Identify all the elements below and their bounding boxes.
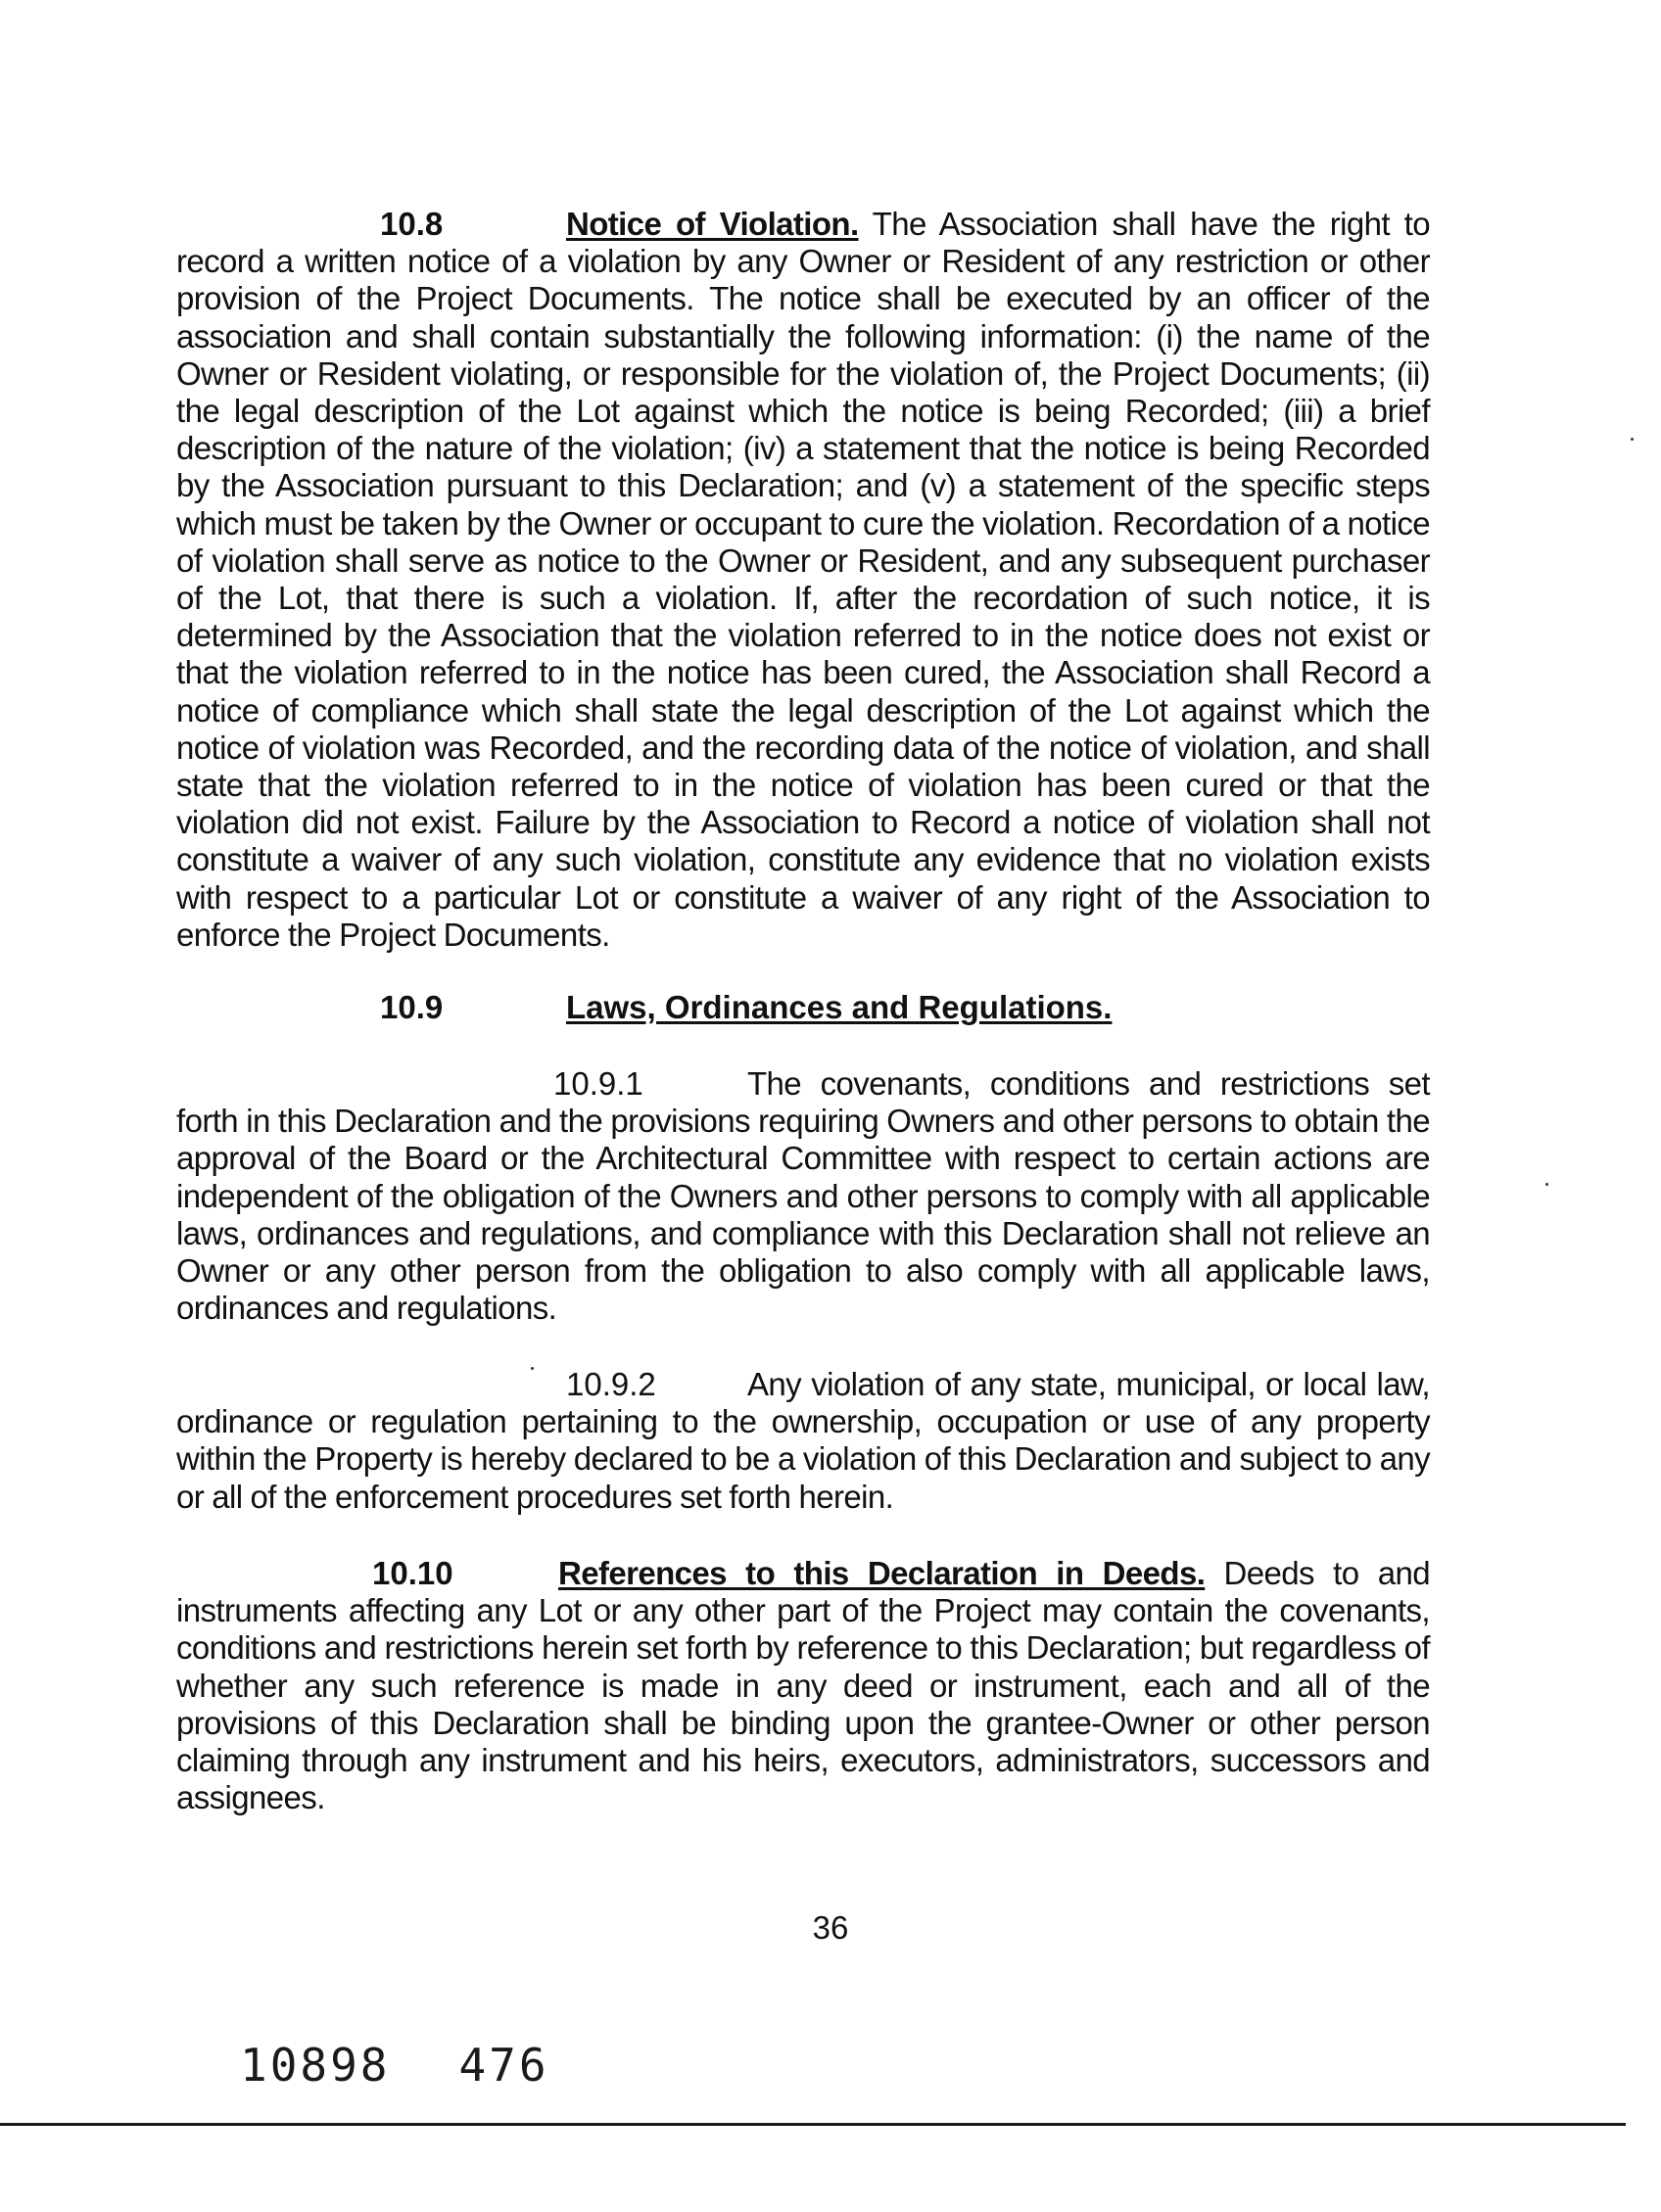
recording-stamp [240, 2040, 549, 2091]
section-10-9-2-body: ordinance or regulation pertaining to the ownership, occupation or use of any property within the Property is hereby declared to be a violation of this Declaration and subject to any or all of the enforcement procedures set forth herein. [176, 1403, 1430, 1515]
section-10-9-1-lead: The covenants, conditions and restrictions set [747, 1065, 1430, 1102]
section-10-9-2-lead: Any violation of any state, municipal, or local law, [747, 1366, 1430, 1402]
scan-speck [1631, 438, 1634, 441]
section-10-8-title: Notice of Violation. [566, 206, 859, 242]
page-number: 36 [812, 1909, 849, 1946]
section-10-9-1 [176, 1065, 1430, 1327]
section-10-9-2-number: 10.9.2 [566, 1366, 656, 1402]
section-10-8-lead: The Association shall have the right to [858, 206, 1430, 242]
section-10-10 [176, 1555, 1430, 1816]
section-10-10-lead: Deeds to and [1205, 1555, 1430, 1591]
section-10-9-2 [176, 1366, 1430, 1516]
scan-speck [1545, 1183, 1548, 1186]
section-10-9-1-body: forth in this Declaration and the provisions requiring Owners and other persons to obtain the approval of the Board or the Architectural Committee with respect to certain actions are independent of the obligation of the Owners and other persons to comply with all applicable laws, ordinances and regulations, and compliance with this Declaration shall not relieve an Owner or any other person from the obligation to also comply with all applicable laws, ordinances and regulations. [176, 1103, 1430, 1327]
section-10-8-number: 10.8 [380, 206, 444, 242]
section-10-10-body: instruments affecting any Lot or any other part of the Project may contain the covenants, conditions and restrictions herein set forth by reference to this Declaration; but regardless of whether any such reference is made in any deed or instrument, each and all of the provisions of this Declaration shall be binding upon the grantee-Owner or other person claiming through any instrument and his heirs, executors, administrators, successors and assignees. [176, 1592, 1430, 1816]
section-10-9 [176, 989, 1112, 1026]
scan-speck [531, 1367, 534, 1370]
recording-page-number: 476 [458, 2039, 549, 2092]
book-number: 10898 [240, 2039, 391, 2092]
section-10-9-1-number: 10.9.1 [553, 1065, 643, 1102]
section-10-9-number: 10.9 [380, 989, 444, 1025]
section-10-9-title: Laws, Ordinances and Regulations. [566, 989, 1113, 1025]
section-10-8 [176, 206, 1430, 954]
section-10-10-number: 10.10 [372, 1555, 453, 1591]
bottom-rule [0, 2123, 1626, 2126]
section-10-10-title: References to this Declaration in Deeds. [558, 1555, 1206, 1591]
section-10-8-body: record a written notice of a violation by any Owner or Resident of any restriction or other provision of the Project Documents. The notice shall be executed by an officer of the association and shall contain substantially the following information: (i) the name of the Owner or Resident violating, or responsible for the violation of, the Project Documents; (ii) the legal description of the Lot against which the notice is being Recorded; (iii) a brief description of the nature of the violation; (iv) a statement that the notice is being Recorded by the Association pursuant to this Declaration; and (v) a statement of the specific steps which must be taken by the Owner or occupant to cure the violation. Recordation of a notice of violation shall serve as notice to the Owner or Resident, and any subsequent purchaser of the Lot, that there is such a violation. If, after the recordation of such notice, it is determined by the Association that the violation referred to in the notice does not exist or that the violation referred to in the notice has been cured, the Association shall Record a notice of compliance which shall state the legal description of the Lot against which the notice of violation was Recorded, and the recording data of the notice of violation, and shall state that the violation referred to in the notice of violation has been cured or that the violation did not exist. Failure by the Association to Record a notice of violation shall not constitute a waiver of any such violation, constitute any evidence that no violation exists with respect to a particular Lot or constitute a waiver of any right of the Association to enforce the Project Documents. [176, 243, 1430, 953]
